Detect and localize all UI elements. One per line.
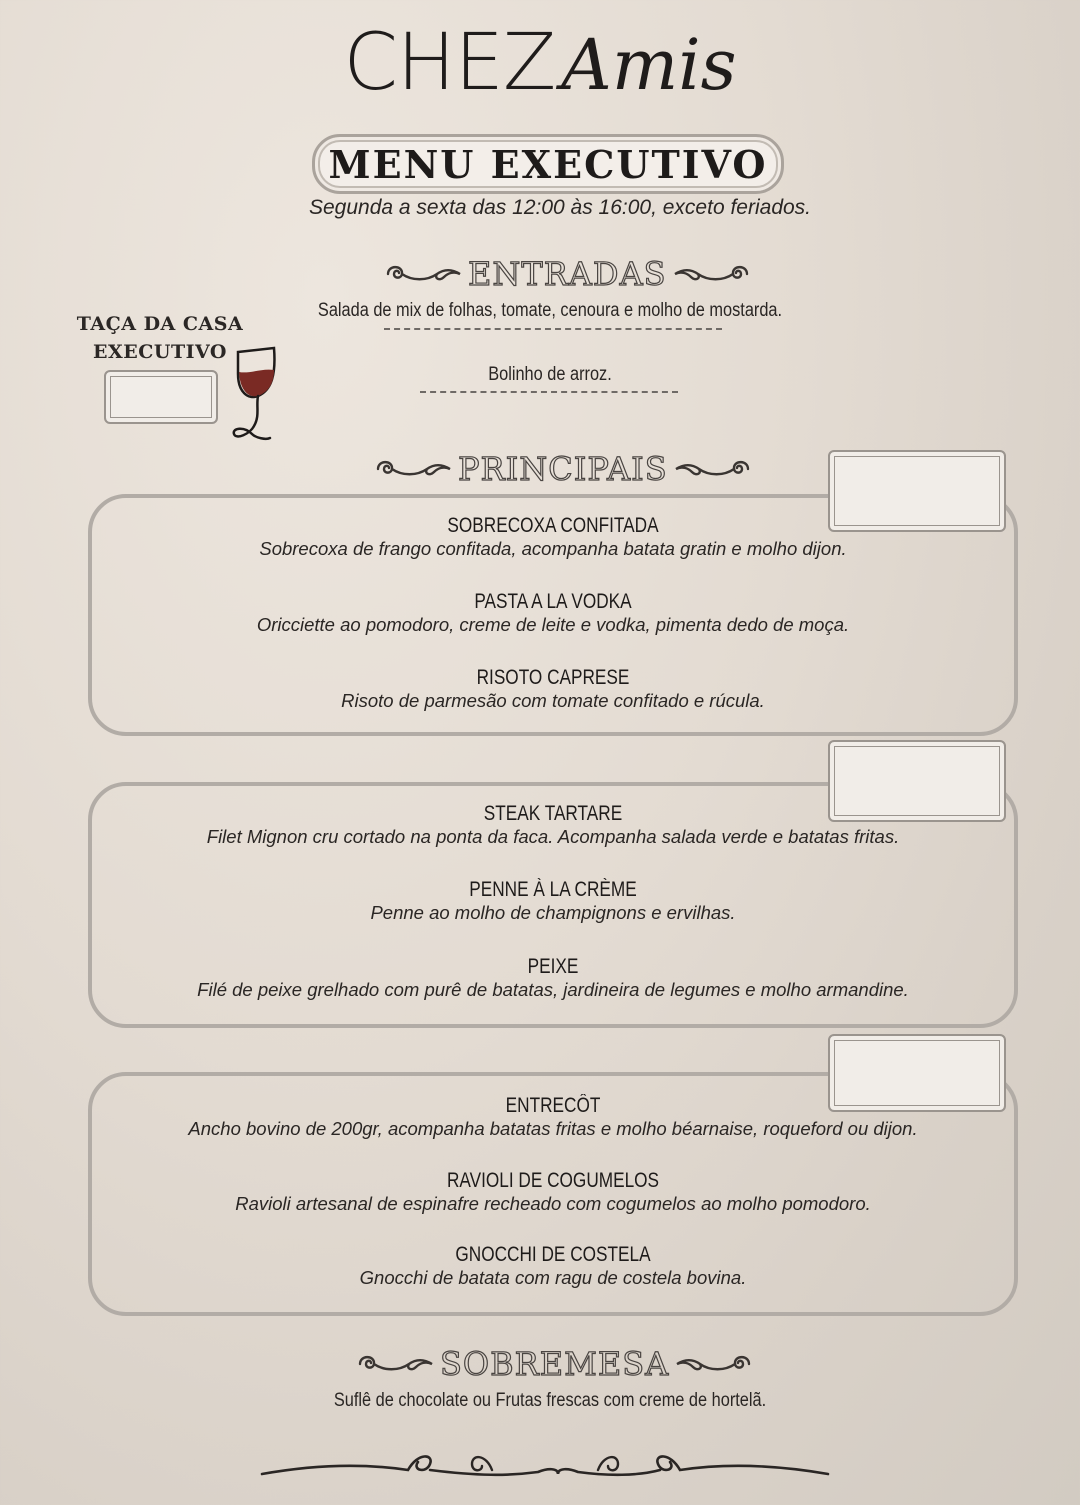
dish-desc: Filet Mignon cru cortado na ponta da faca. Acompanha salada verde e batatas fritas.	[206, 826, 900, 847]
logo-amis: Amis	[561, 24, 737, 106]
menu-title-badge	[312, 134, 784, 194]
dish-name: PASTA A LA VODKA	[474, 590, 632, 613]
dish-desc: Filé de peixe grelhado com purê de batatas, jardineira de legumes e molho armandine.	[197, 979, 909, 1000]
taca-line-1: TAÇA DA CASA	[76, 313, 244, 335]
dish-item	[88, 878, 1018, 924]
swirl-ornament-icon	[372, 454, 452, 484]
taca-price-box	[104, 370, 218, 424]
dish-name: STEAK TARTARE	[483, 802, 623, 825]
dish-name: RAVIOLI DE COGUMELOS	[446, 1169, 660, 1192]
sobremesa-item-wrap	[200, 1390, 900, 1412]
dish-desc: Penne ao molho de champignons e ervilhas.	[370, 902, 736, 923]
swirl-ornament-icon	[673, 259, 753, 289]
dashed-divider	[420, 391, 678, 393]
wine-glass-icon	[226, 344, 286, 446]
dish-item	[88, 666, 1018, 712]
entradas-heading	[382, 252, 753, 296]
entrada-item-2-wrap	[420, 364, 680, 386]
logo-chez: CHEZ	[343, 18, 556, 108]
dish-item	[88, 955, 1018, 1001]
sobremesa-label: SOBREMESA	[440, 1345, 670, 1383]
dish-name: PEIXE	[527, 955, 579, 978]
logo	[0, 18, 1080, 108]
swirl-ornament-icon	[674, 454, 754, 484]
sobremesa-heading	[354, 1342, 755, 1386]
dish-item	[88, 514, 1018, 560]
principais-label: PRINCIPAIS	[458, 450, 668, 488]
dish-item	[88, 590, 1018, 636]
entrada-item-1-wrap	[220, 300, 880, 322]
sobremesa-item: Suflê de chocolate ou Frutas frescas com creme de hortelã.	[333, 1390, 767, 1411]
dish-item	[88, 1169, 1018, 1215]
menu-title: MENU EXECUTIVO	[328, 141, 768, 187]
dish-desc: Sobrecoxa de frango confitada, acompanha batata gratin e molho dijon.	[259, 538, 847, 559]
divider-flourish-icon	[258, 1446, 832, 1490]
taca-line-2: EXECUTIVO	[93, 341, 227, 363]
swirl-ornament-icon	[382, 259, 462, 289]
swirl-ornament-icon	[354, 1349, 434, 1379]
swirl-ornament-icon	[675, 1349, 755, 1379]
dish-name: PENNE À LA CRÈME	[469, 878, 637, 901]
dish-desc: Gnocchi de batata com ragu de costela bovina.	[359, 1267, 747, 1288]
dish-name: SOBRECOXA CONFITADA	[447, 514, 659, 537]
taca-label	[70, 310, 250, 366]
dish-desc: Risoto de parmesão com tomate confitado e rúcula.	[341, 690, 765, 711]
dish-desc: Ancho bovino de 200gr, acompanha batatas fritas e molho béarnaise, roqueford ou dijon.	[188, 1118, 918, 1139]
dish-name: RISOTO CAPRESE	[476, 666, 630, 689]
dish-item	[88, 1243, 1018, 1289]
dish-item	[88, 1094, 1018, 1140]
principais-heading	[372, 447, 754, 491]
entrada-item-1: Salada de mix de folhas, tomate, cenoura e molho de mostarda.	[317, 300, 783, 321]
dish-item	[88, 802, 1018, 848]
dish-name: GNOCCHI DE COSTELA	[455, 1243, 651, 1266]
entradas-label: ENTRADAS	[468, 255, 667, 293]
entrada-item-2: Bolinho de arroz.	[488, 364, 612, 385]
schedule-text: Segunda a sexta das 12:00 às 16:00, exceto feriados.	[308, 196, 812, 219]
dish-desc: Ravioli artesanal de espinafre recheado com cogumelos ao molho pomodoro.	[235, 1193, 871, 1214]
dish-desc: Oricciette ao pomodoro, creme de leite e vodka, pimenta dedo de moça.	[256, 614, 850, 635]
dish-name: ENTRECÔT	[505, 1094, 601, 1117]
dashed-divider	[384, 328, 722, 330]
